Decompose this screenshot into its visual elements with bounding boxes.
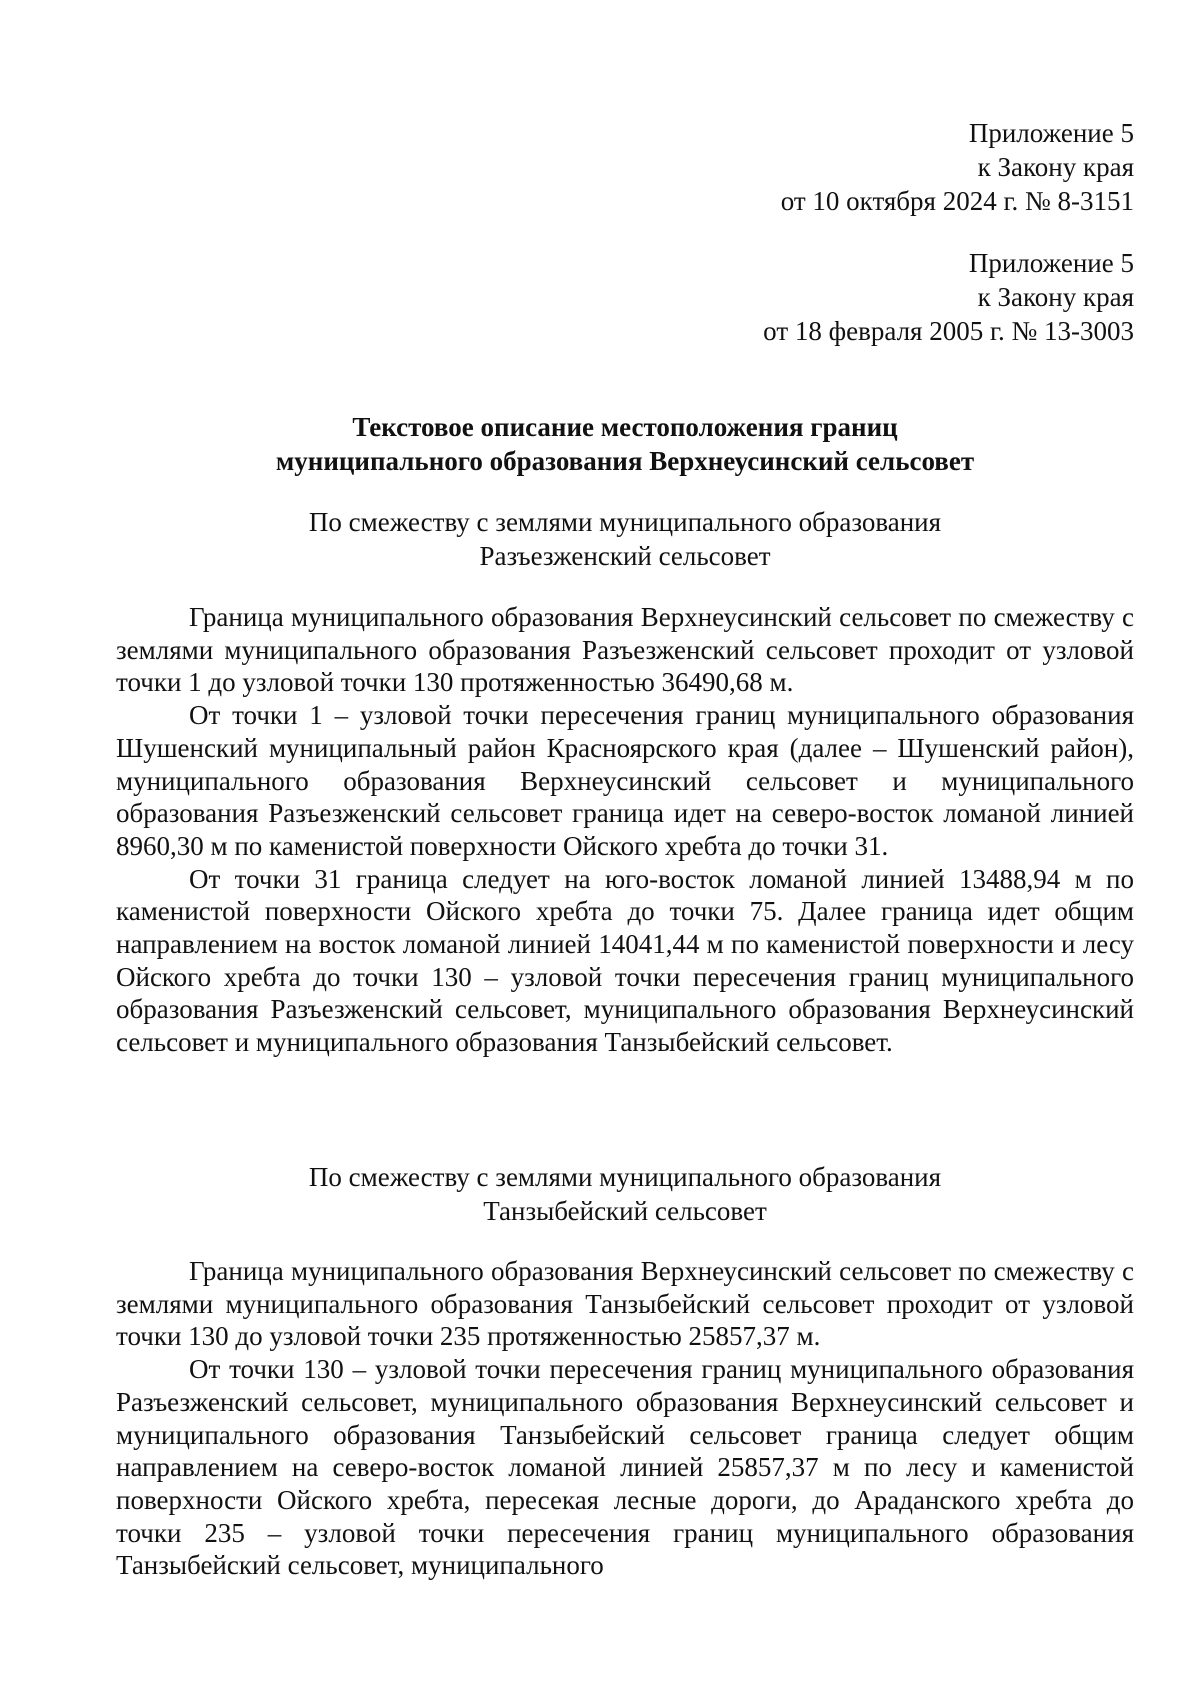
paragraph: Граница муниципального образования Верхнеусинский сельсовет по смежеству с землями муниципального образования Разъезженский сельсовет проходит от узловой точки 1 до узловой точки 130 протяженностью 36490,68 м. bbox=[116, 602, 1134, 698]
appendix-current-date: от 10 октября 2024 г. № 8-3151 bbox=[780, 186, 1134, 216]
paragraph: От точки 130 – узловой точки пересечения границ муниципального образования Разъезженский сельсовет, муниципального образования Верхнеусинский сельсовет и муниципального образования Танзыбейский сельсовет граница следует общим направлением на северо-восток ломаной линией 25857,37 м по лесу и каменистой поверхности Ойского хребта, пересекая лесные дороги, до Араданского хребта до точки 235 – узловой точки пересечения границ муниципального образования Танзыбейский сельсовет, муниципального bbox=[116, 1354, 1134, 1581]
section-body-razezzhensky bbox=[116, 601, 1134, 1059]
appendix-original-number: Приложение 5 bbox=[968, 248, 1134, 278]
paragraph: От точки 1 – узловой точки пересечения границ муниципального образования Шушенский муниципальный район Красноярского края (далее – Шушенский район), муниципального образования Верхнеусинский сельсовет и муниципального образования Разъезженский сельсовет граница идет на северо-восток ломаной линией 8960,30 м по каменистой поверхности Ойского хребта до точки 31. bbox=[116, 700, 1134, 861]
section-heading-line-2: Разъезженский сельсовет bbox=[479, 541, 771, 571]
appendix-current-law: к Закону края bbox=[977, 152, 1134, 182]
section-body-tanzybeysky bbox=[116, 1255, 1134, 1582]
appendix-current-block bbox=[781, 116, 1134, 218]
document-page bbox=[116, 0, 1134, 1697]
document-title bbox=[116, 410, 1134, 478]
section-heading-line-2: Танзыбейский сельсовет bbox=[483, 1196, 767, 1226]
section-heading-line-1: По смежеству с землями муниципального образования bbox=[308, 1162, 942, 1192]
appendix-original-block bbox=[763, 246, 1134, 348]
appendix-original-law: к Закону края bbox=[977, 282, 1134, 312]
section-heading-razezzhensky bbox=[116, 505, 1134, 573]
paragraph: От точки 31 граница следует на юго-восток ломаной линией 13488,94 м по каменистой поверхности Ойского хребта до точки 75. Далее граница идет общим направлением на восток ломаной линией 14041,44 м по каменистой поверхности и лесу Ойского хребта до точки 130 – узловой точки пересечения границ муниципального образования Разъезженский сельсовет, муниципального образования Верхнеусинский сельсовет и муниципального образования Танзыбейский сельсовет. bbox=[116, 863, 1134, 1058]
document-title-line-1: Текстовое описание местоположения границ bbox=[352, 412, 898, 442]
section-heading-tanzybeysky bbox=[116, 1160, 1134, 1228]
appendix-current-number: Приложение 5 bbox=[968, 118, 1134, 148]
appendix-original-date: от 18 февраля 2005 г. № 13-3003 bbox=[763, 316, 1134, 346]
section-heading-line-1: По смежеству с землями муниципального образования bbox=[308, 507, 942, 537]
document-title-line-2: муниципального образования Верхнеусинский сельсовет bbox=[275, 446, 975, 476]
paragraph: Граница муниципального образования Верхнеусинский сельсовет по смежеству с землями муниципального образования Танзыбейский сельсовет проходит от узловой точки 130 до узловой точки 235 протяженностью 25857,37 м. bbox=[116, 1256, 1134, 1352]
